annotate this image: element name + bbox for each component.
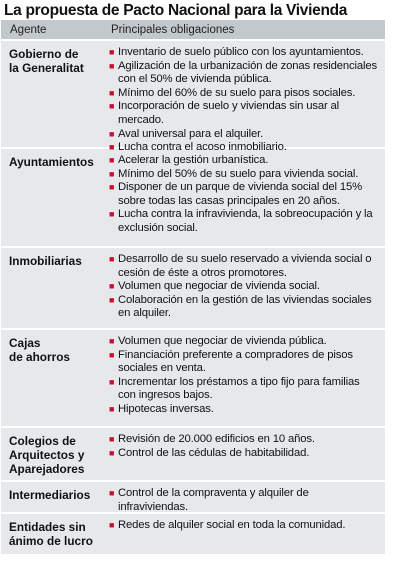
bullet-icon: ■: [109, 142, 115, 153]
obligations-list: [101, 428, 385, 480]
bullet-icon: ■: [109, 168, 115, 179]
agent-name: Cajas de ahorros: [9, 336, 70, 364]
table-row: [1, 512, 385, 554]
list-item: ■ Desarrollo de su suelo reservado a vivienda social o cesión de éste a otros promotores.: [109, 253, 372, 279]
bullet-icon: ■: [109, 336, 115, 346]
bullet-icon: ■: [109, 520, 115, 530]
list-item: ■ Agilización de la urbanización de zonas residenciales con el 50% de vivienda pública.: [109, 59, 377, 86]
bullet-icon: ■: [109, 434, 115, 444]
table-row: [1, 328, 385, 426]
list-item: ■ Volumen que negociar de vivienda pública.: [109, 335, 327, 347]
agent-name: Intermediarios: [9, 488, 91, 502]
list-item: ■ Disponer de un parque de vivienda social del 15% sobre todas las casas principales en 20 años.: [109, 181, 363, 207]
obligations-list: [101, 482, 385, 512]
agent-name: Ayuntamientos: [9, 155, 94, 169]
list-item: ■ Financiación preferente a compradores de pisos sociales en venta.: [109, 348, 353, 375]
table-row: [1, 246, 385, 328]
obligations-list: [101, 330, 385, 426]
table-row: [1, 480, 385, 512]
table-row: [1, 39, 385, 154]
list-item: ■ Acelerar la gestión urbanística.: [109, 154, 269, 166]
list-item: ■ Control de la compraventa y alquiler de infraviviendas.: [109, 487, 309, 513]
list-item: ■ Inventario de suelo público con los ayuntamientos.: [109, 46, 364, 58]
obligations-table: [1, 20, 385, 549]
table-row: [1, 426, 385, 480]
bullet-icon: ■: [109, 60, 115, 71]
bullet-icon: ■: [109, 403, 115, 414]
bullet-icon: ■: [109, 128, 115, 139]
list-item: ■ Mínimo del 60% de su suelo para pisos sociales.: [109, 86, 356, 99]
list-item: ■ Mínimo del 50% de su suelo para vivienda social.: [109, 167, 359, 180]
obligations-list: [101, 514, 385, 554]
list-item: ■ Volumen que negociar de vivienda social.: [109, 280, 320, 293]
bullet-icon: ■: [109, 101, 115, 112]
list-item: ■ Incrementar los préstamos a tipo fijo para familias con ingresos bajos.: [109, 375, 360, 402]
bullet-icon: ■: [109, 209, 115, 220]
header-agent: Agente: [10, 23, 47, 36]
bullet-icon: ■: [109, 294, 115, 305]
agent-name: Gobierno de la Generalitat: [9, 47, 84, 75]
list-item: ■ Revisión de 20.000 edificios en 10 años.: [109, 433, 315, 445]
bullet-icon: ■: [109, 182, 115, 193]
header-obligations: Principales obligaciones: [111, 23, 235, 36]
bullet-icon: ■: [109, 447, 115, 458]
list-item: ■ Colaboración en la gestión de las viviendas sociales en alquiler.: [109, 293, 372, 320]
agent-name: Entidades sin ánimo de lucro: [9, 520, 93, 548]
bullet-icon: ■: [109, 155, 115, 165]
obligations-list: [101, 248, 385, 328]
bullet-icon: ■: [109, 488, 115, 498]
agent-name: Colegios de Arquitectos y Aparejadores: [9, 434, 85, 476]
bullet-icon: ■: [109, 281, 115, 292]
list-item: ■ Aval universal para el alquiler.: [109, 127, 264, 140]
bullet-icon: ■: [109, 47, 115, 57]
obligations-list: [101, 149, 385, 246]
obligations-list: [101, 41, 385, 154]
bullet-icon: ■: [109, 87, 115, 98]
bullet-icon: ■: [109, 254, 115, 264]
bullet-icon: ■: [109, 376, 115, 387]
list-item: ■ Lucha contra el acoso inmobiliario.: [109, 141, 287, 154]
list-item: ■ Hipotecas inversas.: [109, 402, 214, 415]
bullet-icon: ■: [109, 349, 115, 360]
table-header: [1, 20, 385, 39]
page-title: La propuesta de Pacto Nacional para la Vivienda: [4, 2, 348, 19]
list-item: ■ Redes de alquiler social en toda la comunidad.: [109, 519, 346, 531]
table-row: [1, 147, 385, 246]
list-item: ■ Control de las cédulas de habitabilidad.: [109, 446, 310, 459]
agent-name: Inmobiliarias: [9, 254, 82, 268]
list-item: ■ Lucha contra la infravivienda, la sobreocupación y la exclusión social.: [109, 208, 373, 234]
list-item: ■ Incorporación de suelo y viviendas sin usar al mercado.: [109, 100, 340, 126]
